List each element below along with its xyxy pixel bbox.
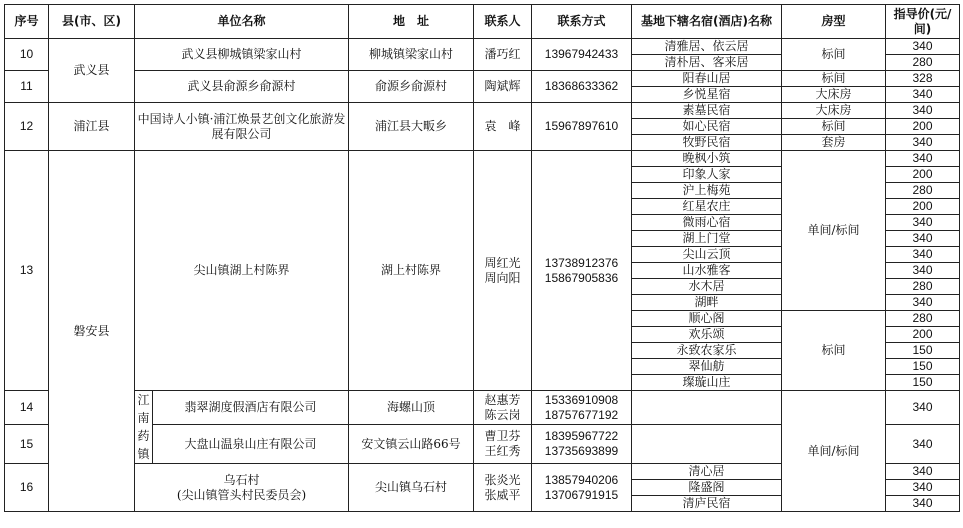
homestay-cell: 阳春山居 (632, 71, 782, 87)
price-cell: 340 (886, 87, 960, 103)
price-cell: 200 (886, 119, 960, 135)
header-price: 指导价(元/间) (886, 5, 960, 39)
price-cell: 340 (886, 391, 960, 425)
homestay-cell: 晚枫小筑 (632, 151, 782, 167)
address-cell: 湖上村陈界 (349, 151, 474, 391)
room-type-cell: 单间/标间 (782, 391, 886, 512)
price-cell: 340 (886, 151, 960, 167)
price-cell: 200 (886, 167, 960, 183)
contact-cell: 曹卫芬 王红秀 (474, 425, 532, 464)
room-type-cell: 标间 (782, 311, 886, 391)
address-cell: 柳城镇梁家山村 (349, 39, 474, 71)
phone-cell: 13857940206 13706791915 (532, 464, 632, 512)
county-cell: 磐安县 (49, 151, 135, 512)
price-cell: 150 (886, 375, 960, 391)
price-cell: 200 (886, 199, 960, 215)
phone-cell: 13967942433 (532, 39, 632, 71)
seq-cell: 11 (5, 71, 49, 103)
unit-cell: 尖山镇湖上村陈界 (135, 151, 349, 391)
header-room-type: 房型 (782, 5, 886, 39)
price-cell: 200 (886, 327, 960, 343)
price-cell: 340 (886, 215, 960, 231)
guide-price-table (4, 4, 960, 512)
room-type-cell: 标间 (782, 119, 886, 135)
phone-cell: 18395967722 13735693899 (532, 425, 632, 464)
header-homestay: 基地下辖名宿(酒店)名称 (632, 5, 782, 39)
phone-cell: 13738912376 15867905836 (532, 151, 632, 391)
homestay-cell: 璨璇山庄 (632, 375, 782, 391)
price-cell: 340 (886, 263, 960, 279)
contact-cell: 潘巧红 (474, 39, 532, 71)
price-cell: 340 (886, 39, 960, 55)
price-cell: 340 (886, 295, 960, 311)
price-cell: 340 (886, 464, 960, 480)
header-unit: 单位名称 (135, 5, 349, 39)
contact-cell: 周红光 周向阳 (474, 151, 532, 391)
seq-cell: 16 (5, 464, 49, 512)
sub-county-cell: 江南药镇 (135, 391, 153, 464)
homestay-cell: 欢乐颂 (632, 327, 782, 343)
homestay-cell: 湖畔 (632, 295, 782, 311)
homestay-cell: 隆盛阁 (632, 480, 782, 496)
homestay-cell: 清心居 (632, 464, 782, 480)
address-cell: 安文镇云山路66号 (349, 425, 474, 464)
price-cell: 280 (886, 55, 960, 71)
room-type-cell: 套房 (782, 135, 886, 151)
homestay-cell (632, 391, 782, 425)
unit-cell: 翡翠湖度假酒店有限公司 (153, 391, 349, 425)
contact-cell: 赵惠芳 陈云岗 (474, 391, 532, 425)
address-cell: 海螺山顶 (349, 391, 474, 425)
address-cell: 俞源乡俞源村 (349, 71, 474, 103)
price-cell: 340 (886, 496, 960, 512)
price-cell: 340 (886, 135, 960, 151)
seq-cell: 15 (5, 425, 49, 464)
header-address: 地 址 (349, 5, 474, 39)
room-type-cell: 标间 (782, 39, 886, 71)
homestay-cell: 微雨心宿 (632, 215, 782, 231)
unit-cell: 武义县柳城镇梁家山村 (135, 39, 349, 71)
homestay-cell: 湖上门堂 (632, 231, 782, 247)
homestay-cell: 清庐民宿 (632, 496, 782, 512)
price-cell: 150 (886, 359, 960, 375)
contact-cell: 张炎光 张威平 (474, 464, 532, 512)
room-type-cell: 大床房 (782, 87, 886, 103)
price-cell: 280 (886, 183, 960, 199)
homestay-cell: 翠仙舫 (632, 359, 782, 375)
homestay-cell: 山水雅客 (632, 263, 782, 279)
county-cell: 武义县 (49, 39, 135, 103)
address-cell: 尖山镇乌石村 (349, 464, 474, 512)
header-seq: 序号 (5, 5, 49, 39)
header-county: 县(市、区) (49, 5, 135, 39)
unit-cell: 乌石村 (尖山镇管头村民委员会) (135, 464, 349, 512)
price-cell: 340 (886, 247, 960, 263)
price-cell: 340 (886, 103, 960, 119)
price-cell: 280 (886, 279, 960, 295)
homestay-cell: 红星农庄 (632, 199, 782, 215)
homestay-cell (632, 425, 782, 464)
homestay-cell: 清雅居、依云居 (632, 39, 782, 55)
phone-cell: 15967897610 (532, 103, 632, 151)
homestay-cell: 水木居 (632, 279, 782, 295)
room-type-cell: 标间 (782, 71, 886, 87)
room-type-cell: 单间/标间 (782, 151, 886, 311)
homestay-cell: 素墓民宿 (632, 103, 782, 119)
price-cell: 280 (886, 311, 960, 327)
price-cell: 150 (886, 343, 960, 359)
price-cell: 340 (886, 231, 960, 247)
homestay-cell: 顺心阁 (632, 311, 782, 327)
price-cell: 328 (886, 71, 960, 87)
homestay-cell: 沪上梅苑 (632, 183, 782, 199)
contact-cell: 陶斌辉 (474, 71, 532, 103)
seq-cell: 13 (5, 151, 49, 391)
contact-cell: 袁 峰 (474, 103, 532, 151)
address-cell: 浦江县大畈乡 (349, 103, 474, 151)
room-type-cell: 大床房 (782, 103, 886, 119)
seq-cell: 14 (5, 391, 49, 425)
unit-cell: 大盘山温泉山庄有限公司 (153, 425, 349, 464)
homestay-cell: 如心民宿 (632, 119, 782, 135)
header-contact: 联系人 (474, 5, 532, 39)
seq-cell: 10 (5, 39, 49, 71)
unit-cell: 中国诗人小镇·浦江焕景艺创文化旅游发展有限公司 (135, 103, 349, 151)
homestay-cell: 印象人家 (632, 167, 782, 183)
seq-cell: 12 (5, 103, 49, 151)
phone-cell: 18368633362 (532, 71, 632, 103)
price-cell: 340 (886, 425, 960, 464)
price-cell: 340 (886, 480, 960, 496)
phone-cell: 15336910908 18757677192 (532, 391, 632, 425)
homestay-cell: 清朴居、客来居 (632, 55, 782, 71)
county-cell: 浦江县 (49, 103, 135, 151)
homestay-cell: 永致农家乐 (632, 343, 782, 359)
homestay-cell: 尖山云顶 (632, 247, 782, 263)
homestay-cell: 乡悦星宿 (632, 87, 782, 103)
header-phone: 联系方式 (532, 5, 632, 39)
unit-cell: 武义县俞源乡俞源村 (135, 71, 349, 103)
homestay-cell: 牧野民宿 (632, 135, 782, 151)
